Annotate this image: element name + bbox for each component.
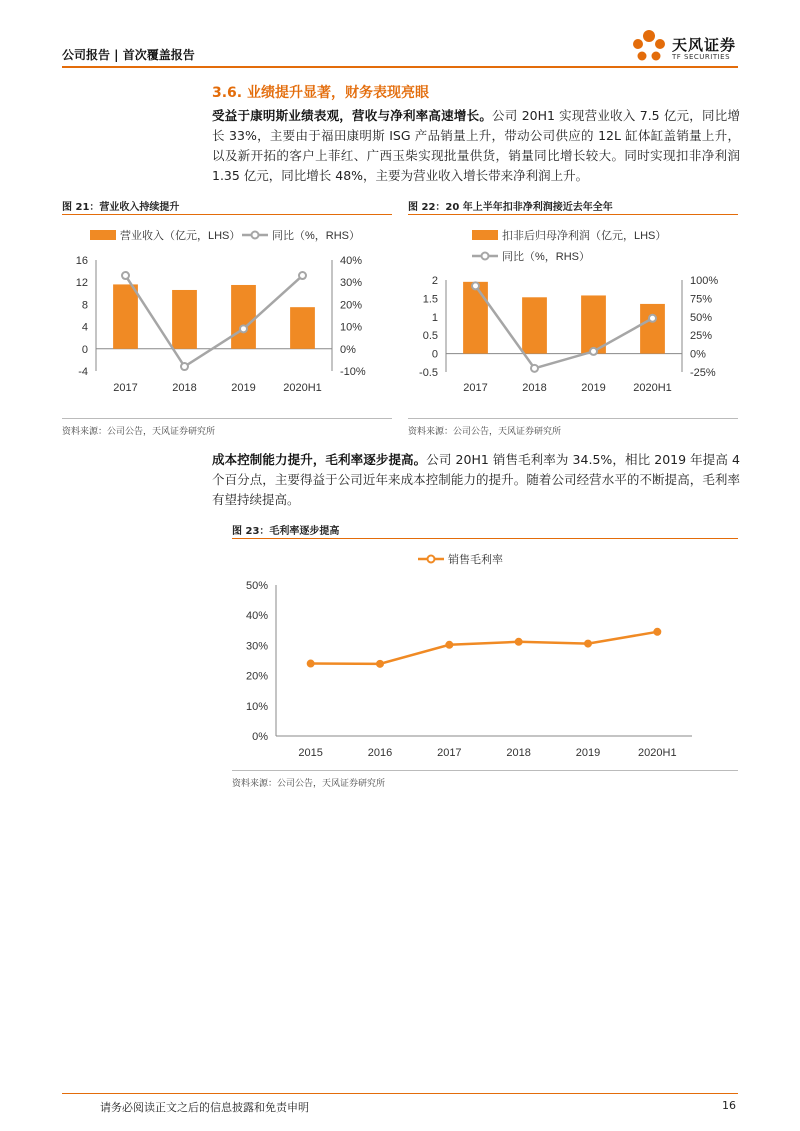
fig22-yleft-tick: 1.5 — [422, 293, 438, 306]
fig22-x-tick: 2018 — [522, 382, 547, 394]
fig21-title: 图 21：营业收入持续提升 — [62, 202, 180, 213]
company-logo — [628, 28, 740, 66]
fig22-yleft-tick: 2 — [431, 275, 438, 287]
fig21-bar-2019 — [231, 285, 256, 349]
fig21-legend-line-marker — [252, 232, 259, 239]
fig22-yright-tick: 25% — [690, 330, 713, 343]
fig21-yoy-line — [126, 276, 303, 367]
fig21-yleft-tick: 8 — [81, 299, 88, 312]
fig22-yoy-point-2020H1 — [649, 315, 656, 322]
fig23-y-tick: 0% — [252, 731, 268, 743]
fig21-bar-2017 — [113, 284, 138, 348]
fig22-title-line — [408, 214, 738, 215]
fig21-yright-tick: 40% — [340, 255, 363, 267]
fig22-bottom-line — [408, 418, 738, 419]
fig21-legend-label-1: 同比（%，RHS） — [272, 230, 361, 242]
fig21-legend-label-0: 营业收入（亿元，LHS） — [120, 230, 241, 242]
header-divider — [62, 66, 738, 68]
fig22-yright-tick: -25% — [690, 367, 716, 379]
fig22-bar-2018 — [522, 297, 547, 353]
fig22-legend-label-1: 同比（%，RHS） — [502, 251, 591, 263]
fig22-yright-tick: 75% — [690, 293, 713, 306]
fig21-yoy-point-2019 — [240, 325, 247, 332]
fig23-legend-label: 销售毛利率 — [448, 554, 503, 566]
fig22-yleft-tick: -0.5 — [419, 367, 438, 379]
fig22-yright-tick: 100% — [690, 275, 719, 287]
fig23-y-tick: 20% — [245, 670, 268, 683]
fig23-source: 资料来源：公司公告，天风证券研究所 — [232, 779, 386, 789]
fig23-y-tick: 30% — [245, 640, 268, 653]
paragraph-margin-lead: 成本控制能力提升，毛利率逐步提高。 — [212, 452, 427, 467]
fig22-bar-2019 — [581, 295, 606, 353]
fig22-x-tick: 2019 — [581, 382, 606, 394]
report-type-header: 公司报告 | 首次覆盖报告 — [62, 48, 195, 62]
paragraph-revenue-body: 公司 20H1 实现营业收入 7.5 亿元，同比增长 33%，主要由于福田康明斯 ISG 产品销量上升，带动公司供应的 12L 缸体缸盖销量上升，以及新开拓的客户上菲红、广西玉柴实现批量供货，销量同比增长较大。同时实现扣非净利润 1.35 亿元，同比增长 48%，主要为营业收入增长带来净利润上升。 — [212, 108, 740, 183]
fig22-bar-2017 — [463, 282, 488, 354]
fig22-legend-label-0: 扣非后归母净利润（亿元，LHS） — [502, 230, 667, 242]
paragraph-margin-body: 公司 20H1 销售毛利率为 34.5%，相比 2019 年提高 4 个百分点，主要得益于公司近年来成本控制能力的提升。随着公司经营水平的不断提高，毛利率有望持续提高。 — [212, 452, 740, 507]
fig23-legend-marker — [428, 556, 435, 563]
fig21-x-tick: 2018 — [172, 382, 197, 394]
fig22-yoy-line — [476, 286, 653, 368]
fig22-source: 资料来源：公司公告，天风证券研究所 — [408, 427, 562, 437]
fig22-title: 图 22：20 年上半年扣非净利润接近去年全年 — [408, 202, 613, 213]
paragraph-revenue — [212, 106, 740, 186]
fig21-x-tick: 2019 — [231, 382, 256, 394]
fig23-x-tick: 2019 — [575, 747, 601, 759]
fig23-chart — [232, 542, 738, 768]
fig23-bottom-line — [232, 770, 738, 771]
fig22-yoy-point-2017 — [472, 282, 479, 289]
fig23-point-2019 — [585, 640, 592, 647]
fig21-yoy-point-2018 — [181, 363, 188, 370]
fig23-title-line — [232, 538, 738, 539]
fig21-bar-2018 — [172, 290, 197, 349]
fig21-legend-bar-swatch — [90, 230, 116, 240]
fig23-y-tick: 50% — [245, 580, 268, 592]
fig23-title: 图 23：毛利率逐步提高 — [232, 526, 340, 537]
logo-name-en: TF SECURITIES — [672, 53, 731, 61]
fig22-yleft-tick: 0 — [431, 348, 438, 361]
fig22-yleft-tick: 0.5 — [422, 330, 438, 343]
fig22-yoy-point-2018 — [531, 365, 538, 372]
fig23-y-tick: 40% — [245, 610, 268, 623]
fig21-x-tick: 2020H1 — [283, 382, 322, 394]
fig23-x-tick: 2015 — [298, 747, 323, 759]
fig21-yoy-point-2017 — [122, 272, 129, 279]
fig21-yleft-tick: 12 — [75, 277, 88, 290]
fig23-y-tick: 10% — [245, 700, 268, 713]
fig21-bottom-line — [62, 418, 392, 419]
fig21-yleft-tick: 0 — [81, 343, 88, 356]
fig23-x-tick: 2017 — [437, 747, 462, 759]
fig21-yright-tick: 30% — [340, 277, 363, 290]
fig21-yoy-point-2020H1 — [299, 272, 306, 279]
fig22-bar-2020H1 — [640, 304, 665, 354]
fig22-yright-tick: 0% — [690, 348, 706, 361]
fig22-legend-bar-swatch — [472, 230, 498, 240]
fig21-x-tick: 2017 — [113, 382, 138, 394]
fig23-point-2017 — [446, 641, 453, 648]
fig21-chart — [62, 218, 392, 414]
fig21-title-line — [62, 214, 392, 215]
footer-disclaimer: 请务必阅读正文之后的信息披露和免责申明 — [100, 1101, 309, 1114]
logo-name-cn: 天风证券 — [672, 36, 737, 54]
fig21-bar-2020H1 — [290, 307, 315, 349]
fig23-point-2015 — [307, 660, 314, 667]
footer-divider — [62, 1093, 738, 1094]
fig21-yright-tick: -10% — [340, 366, 366, 378]
fig22-x-tick: 2017 — [463, 382, 488, 394]
fig21-yright-tick: 20% — [340, 299, 363, 312]
fig21-yleft-tick: 4 — [81, 321, 88, 334]
fig23-margin-line — [311, 632, 658, 664]
fig23-point-2020H1 — [654, 628, 661, 635]
fig22-x-tick: 2020H1 — [633, 382, 672, 394]
fig21-yright-tick: 10% — [340, 321, 363, 334]
fig22-legend-line-marker — [482, 253, 489, 260]
fig23-point-2018 — [515, 638, 522, 645]
paragraph-margin — [212, 450, 740, 510]
fig23-point-2016 — [377, 660, 384, 667]
fig23-x-tick: 2020H1 — [638, 747, 677, 759]
paragraph-revenue-lead: 受益于康明斯业绩表观，营收与净利率高速增长。 — [212, 108, 493, 123]
fig21-source: 资料来源：公司公告，天风证券研究所 — [62, 427, 216, 437]
fig22-yoy-point-2019 — [590, 348, 597, 355]
fig22-yleft-tick: 1 — [431, 311, 438, 324]
section-title: 3.6. 业绩提升显著，财务表现亮眼 — [212, 85, 429, 101]
fig21-yleft-tick: 16 — [75, 255, 88, 267]
logo-flower-icon — [628, 28, 670, 66]
fig23-x-tick: 2016 — [367, 747, 393, 759]
fig22-chart — [408, 218, 738, 414]
fig22-yright-tick: 50% — [690, 311, 713, 324]
fig21-yright-tick: 0% — [340, 343, 356, 356]
page-number: 16 — [722, 1099, 736, 1112]
fig23-x-tick: 2018 — [506, 747, 531, 759]
fig21-yleft-tick: -4 — [78, 366, 88, 378]
